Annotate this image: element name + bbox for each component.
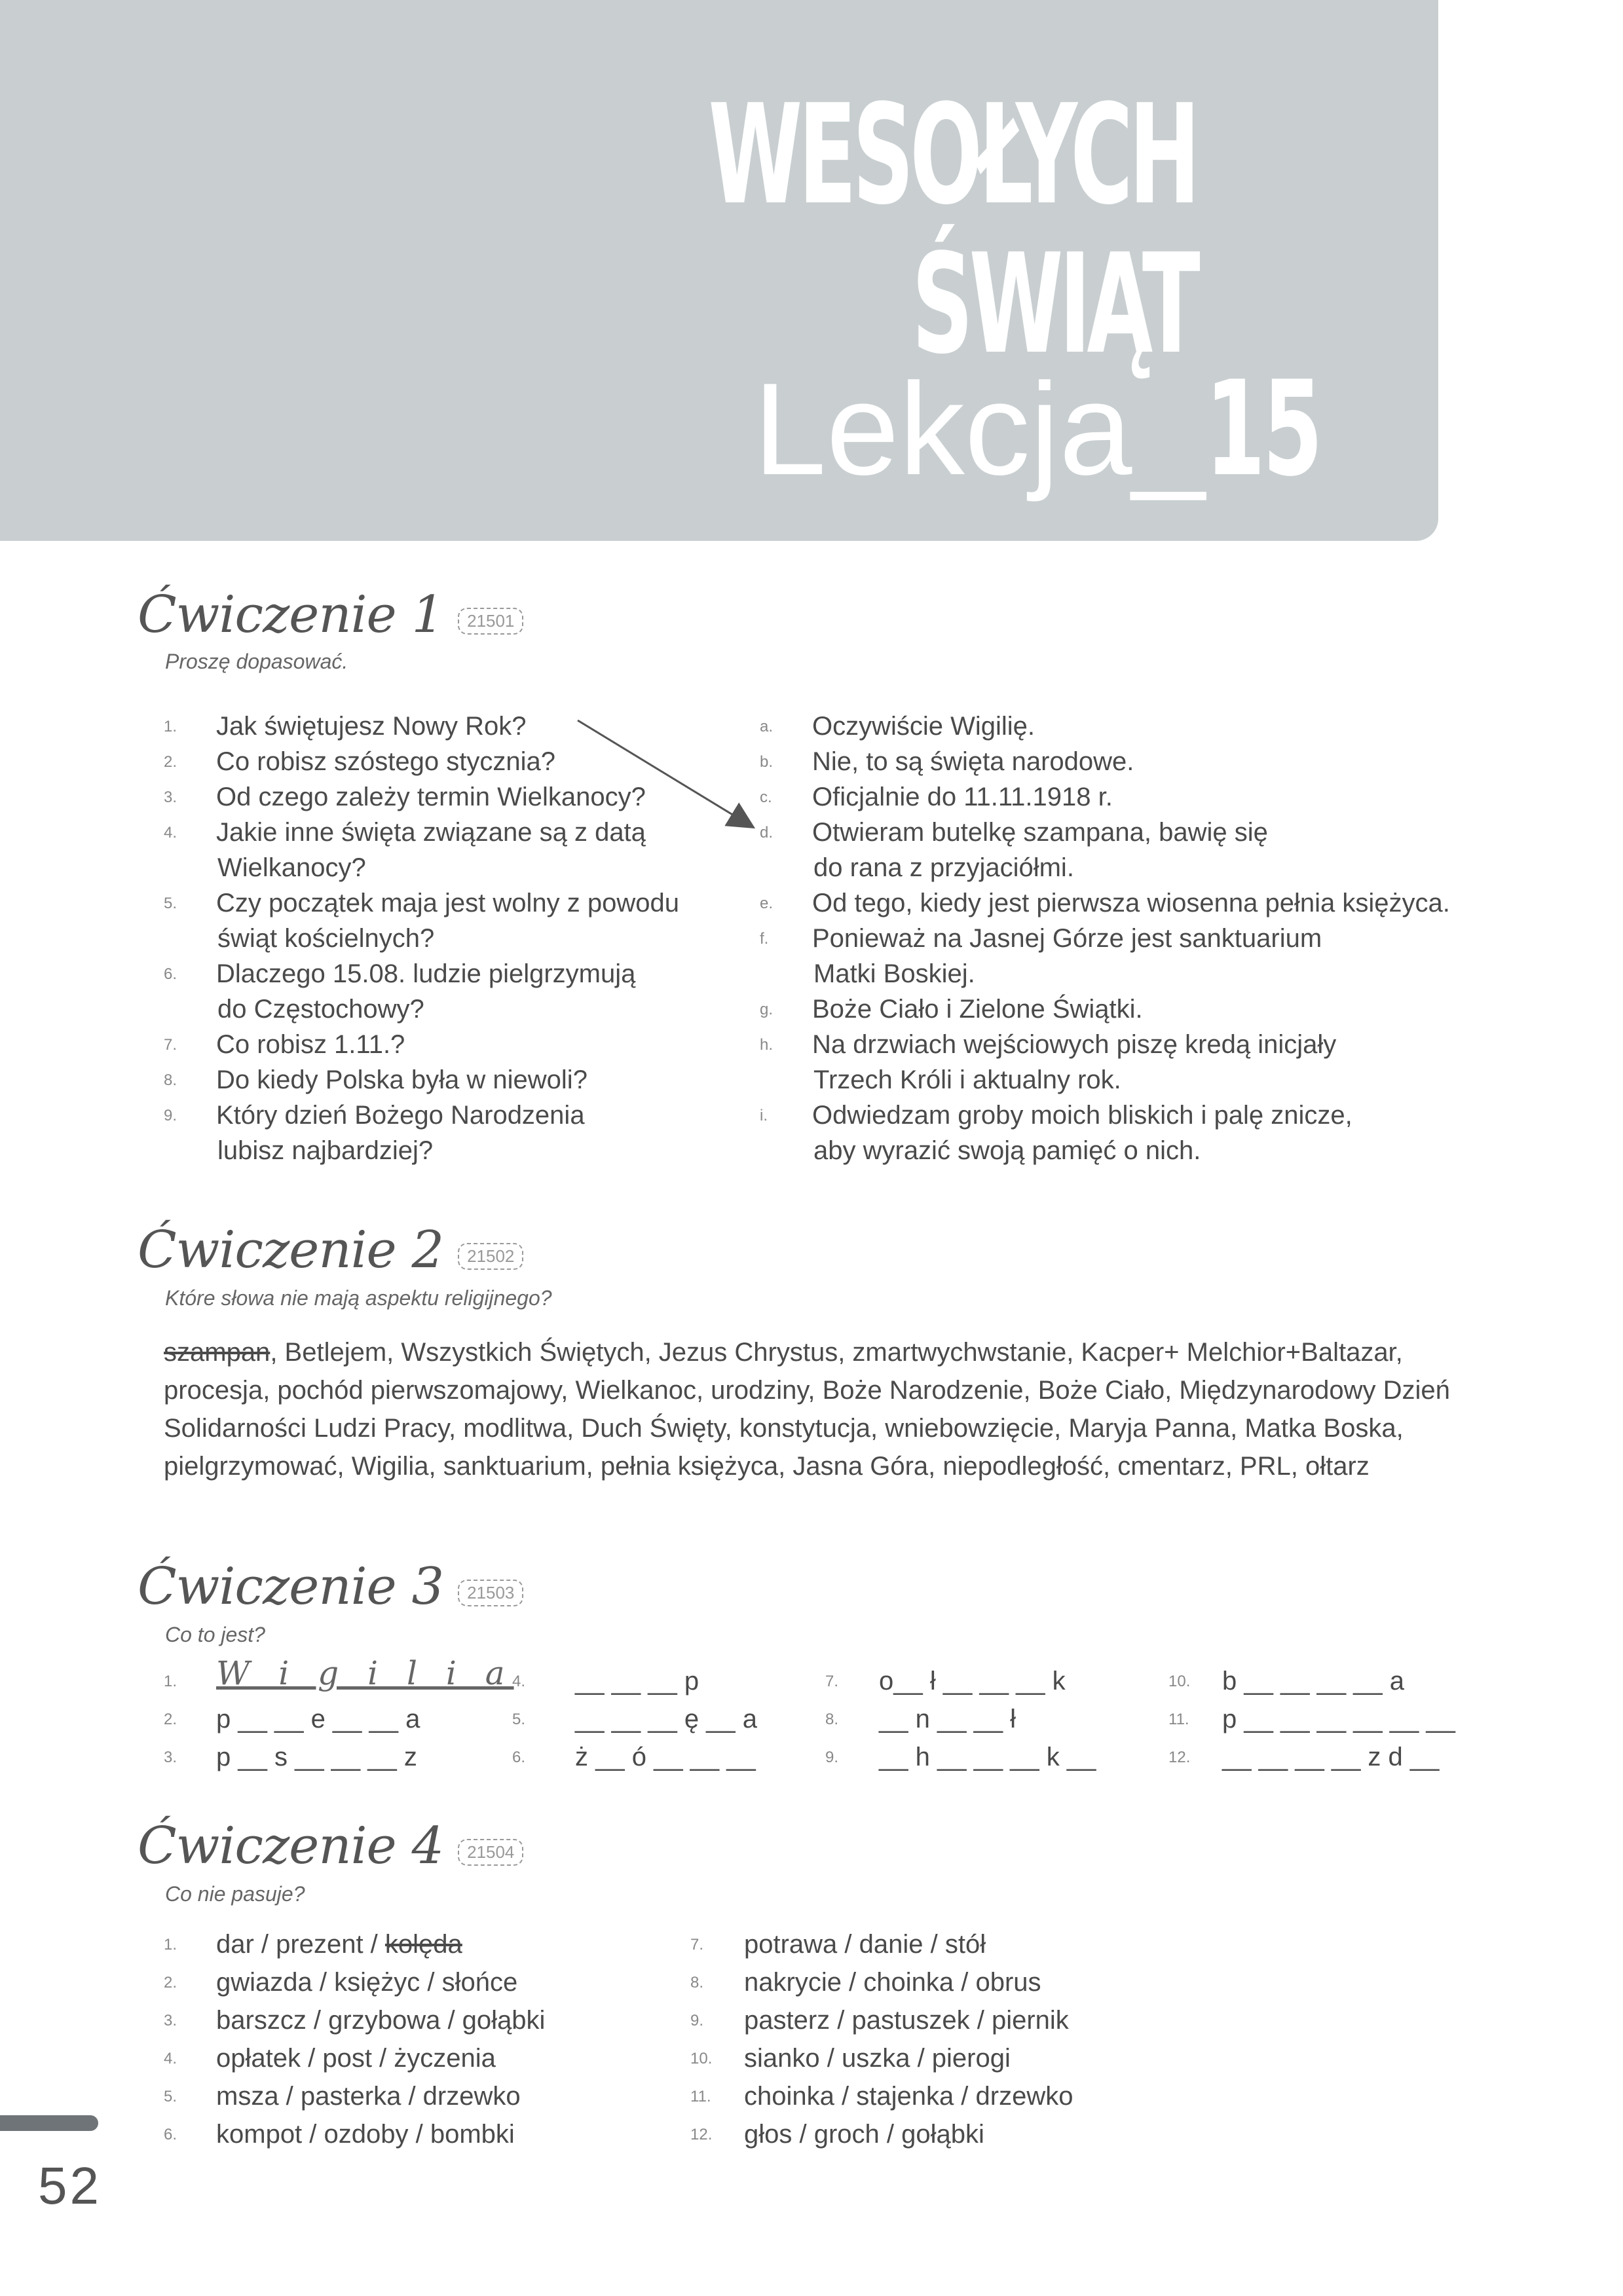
exercise-4-code: 21504 — [458, 1839, 523, 1866]
question-text: Co robisz szóstego stycznia? — [216, 747, 556, 776]
ex3-example-answer: W i g i l i a — [216, 1654, 514, 1692]
answer-text: Nie, to są święta narodowe. — [812, 747, 1134, 776]
exercise-2-instruction: Które słowa nie mają aspektu religijnego? — [165, 1286, 552, 1310]
ex4-item-number: 6. — [164, 2126, 177, 2143]
question-number: 5. — [164, 895, 177, 912]
ex3-item-pattern: ż __ ó __ __ __ — [575, 1743, 756, 1771]
ex4-item-text: barszcz / grzybowa / gołąbki — [216, 2006, 546, 2035]
ex3-item-number: 1. — [164, 1673, 177, 1690]
question-number: 7. — [164, 1036, 177, 1054]
ex4-item-text: potrawa / danie / stół — [744, 1930, 986, 1959]
ex3-item-pattern: p __ s __ __ __ z — [216, 1743, 417, 1771]
page-number-bar — [0, 2115, 98, 2131]
answer-text: Trzech Króli i aktualny rok. — [813, 1065, 1121, 1094]
ex3-item-number: 11. — [1168, 1711, 1189, 1728]
exercise-1-code: 21501 — [458, 608, 523, 635]
ex4-item-number: 1. — [164, 1936, 177, 1953]
ex3-item-pattern: __ n __ __ ł — [879, 1705, 1017, 1733]
ex4-item-text: sianko / uszka / pierogi — [744, 2044, 1011, 2073]
answer-text: Matki Boskiej. — [813, 959, 975, 988]
exercise-3-heading — [138, 1557, 523, 1616]
exercise-3-instruction: Co to jest? — [165, 1623, 265, 1646]
ex3-item-pattern: __ __ __ __ z d __ — [1222, 1743, 1440, 1771]
answer-number: c. — [760, 788, 772, 806]
ex4-item-number: 3. — [164, 2012, 177, 2029]
ex4-struck-word: kolęda — [384, 1930, 462, 1959]
question-text: lubisz najbardziej? — [217, 1136, 434, 1165]
exercise-4-heading — [138, 1817, 523, 1876]
ex4-item-number: 11. — [690, 2088, 711, 2105]
answer-number: b. — [760, 753, 774, 771]
page-number: 52 — [38, 2157, 102, 2215]
exercise-2-code: 21502 — [458, 1243, 523, 1270]
answer-text: Odwiedzam groby moich bliskich i palę znicze, — [812, 1101, 1352, 1130]
lesson-number: 15 — [1204, 353, 1320, 506]
question-number: 2. — [164, 753, 177, 771]
ex4-item-text: kompot / ozdoby / bombki — [216, 2120, 515, 2149]
ex3-item-number: 5. — [512, 1711, 526, 1728]
lesson-word: Lekcja_ — [753, 356, 1205, 502]
question-text: Dlaczego 15.08. ludzie pielgrzymują — [216, 959, 636, 988]
answer-text: Boże Ciało i Zielone Świątki. — [812, 995, 1143, 1024]
answer-number: f. — [760, 930, 769, 948]
ex3-item-number: 2. — [164, 1711, 177, 1728]
exercise-1-title: Ćwiczenie 1 — [138, 585, 444, 644]
ex4-item-number: 12. — [690, 2126, 713, 2143]
ex4-item-text: choinka / stajenka / drzewko — [744, 2082, 1073, 2111]
exercise-2-word-list — [164, 1333, 1506, 1485]
answer-number: e. — [760, 895, 774, 912]
answer-number: h. — [760, 1036, 774, 1054]
ex4-item-text: msza / pasterka / drzewko — [216, 2082, 521, 2111]
answer-text: Od tego, kiedy jest pierwsza wiosenna pełnia księżyca. — [812, 889, 1450, 917]
title-line-1: WESOŁYCH — [708, 75, 1196, 235]
ex3-item-pattern: __ h __ __ __ k __ — [879, 1743, 1096, 1771]
question-text: Jakie inne święta związane są z datą — [216, 818, 646, 847]
answer-text: Na drzwiach wejściowych piszę kredą inicjały — [812, 1030, 1337, 1059]
ex4-item-number: 8. — [690, 1974, 704, 1991]
answer-text: Oczywiście Wigilię. — [812, 712, 1035, 741]
question-number: 8. — [164, 1071, 177, 1089]
ex4-item-number: 2. — [164, 1974, 177, 1991]
question-text: Od czego zależy termin Wielkanocy? — [216, 783, 646, 811]
question-text: Jak świętujesz Nowy Rok? — [216, 712, 527, 741]
ex3-item-number: 4. — [512, 1673, 526, 1690]
answer-text: do rana z przyjaciółmi. — [813, 853, 1074, 882]
ex3-item-pattern: b __ __ __ __ a — [1222, 1667, 1405, 1695]
answer-text: Ponieważ na Jasnej Górze jest sanktuarium — [812, 924, 1322, 953]
question-text: Co robisz 1.11.? — [216, 1030, 405, 1059]
ex4-item-number: 10. — [690, 2050, 713, 2067]
question-text: Wielkanocy? — [217, 853, 366, 882]
answer-number: g. — [760, 1001, 774, 1018]
ex4-item-number: 4. — [164, 2050, 177, 2067]
ex4-item-text: gwiazda / księżyc / słońce — [216, 1968, 518, 1997]
answer-text: aby wyrazić swoją pamięć o nich. — [813, 1136, 1201, 1165]
exercise-2-title: Ćwiczenie 2 — [138, 1221, 444, 1280]
ex3-item-pattern: __ __ __ p — [575, 1667, 700, 1695]
ex3-item-pattern: __ __ __ ę __ a — [575, 1705, 758, 1733]
question-number: 9. — [164, 1107, 177, 1124]
answer-text: Oficjalnie do 11.11.1918 r. — [812, 783, 1113, 811]
question-number: 4. — [164, 824, 177, 842]
exercise-1-instruction: Proszę dopasować. — [165, 650, 348, 673]
exercise-3-title: Ćwiczenie 3 — [138, 1557, 444, 1616]
question-text: do Częstochowy? — [217, 995, 424, 1024]
ex3-item-number: 10. — [1168, 1673, 1191, 1690]
ex4-item-text: nakrycie / choinka / obrus — [744, 1968, 1041, 1997]
ex3-item-pattern: o__ ł __ __ __ k — [879, 1667, 1066, 1695]
title-line-2: ŚWIĄT — [911, 224, 1196, 384]
answer-number: i. — [760, 1107, 768, 1124]
ex4-item-text: głos / groch / gołąbki — [744, 2120, 984, 2149]
question-text: Który dzień Bożego Narodzenia — [216, 1101, 585, 1130]
question-number: 3. — [164, 788, 177, 806]
ex4-item-text: pasterz / pastuszek / piernik — [744, 2006, 1069, 2035]
question-text: świąt kościelnych? — [217, 924, 435, 953]
ex3-item-number: 12. — [1168, 1749, 1191, 1766]
question-number: 6. — [164, 965, 177, 983]
answer-text: Otwieram butelkę szampana, bawię się — [812, 818, 1268, 847]
ex3-item-number: 9. — [825, 1749, 839, 1766]
ex4-item-text: opłatek / post / życzenia — [216, 2044, 496, 2073]
ex3-item-number: 3. — [164, 1749, 177, 1766]
ex4-item-text: dar / prezent / kolęda — [216, 1930, 462, 1959]
word-list-text: , Betlejem, Wszystkich Świętych, Jezus Chrystus, zmartwychwstanie, Kacper+ Melchior+Baltazar, procesja, pochód pierwszomajowy, Wielkanoc, urodziny, Boże Narodzenie, Boże Ciało, Międzynarodowy Dzień Solidarności Ludzi Pracy, modlitwa, Duch Święty, konstytucja, wniebowzięcie, Maryja Panna, Matka Boska, pielgrzymować, Wigilia, sanktuarium, pełnia księżyca, Jasna Góra, niepodległość, cmentarz, PRL, ołtarz — [164, 1338, 1450, 1481]
ex4-item-number: 9. — [690, 2012, 704, 2029]
exercise-3-code: 21503 — [458, 1580, 523, 1606]
exercise-4-instruction: Co nie pasuje? — [165, 1882, 305, 1906]
question-number: 1. — [164, 718, 177, 735]
struck-word: szampan — [164, 1338, 270, 1367]
ex3-item-pattern: p __ __ e __ __ a — [216, 1705, 420, 1733]
exercise-2-heading — [138, 1221, 523, 1280]
ex3-item-number: 7. — [825, 1673, 839, 1690]
exercise-4-title: Ćwiczenie 4 — [138, 1817, 444, 1876]
answer-number: a. — [760, 718, 774, 735]
ex4-item-number: 5. — [164, 2088, 177, 2105]
ex3-item-number: 8. — [825, 1711, 839, 1728]
ex4-item-number: 7. — [690, 1936, 704, 1953]
match-arrow-line — [578, 720, 752, 826]
ex3-item-pattern: p __ __ __ __ __ __ — [1222, 1705, 1455, 1733]
question-text: Czy początek maja jest wolny z powodu — [216, 889, 679, 917]
ex3-item-number: 6. — [512, 1749, 526, 1766]
answer-number: d. — [760, 824, 774, 842]
question-text: Do kiedy Polska była w niewoli? — [216, 1065, 588, 1094]
